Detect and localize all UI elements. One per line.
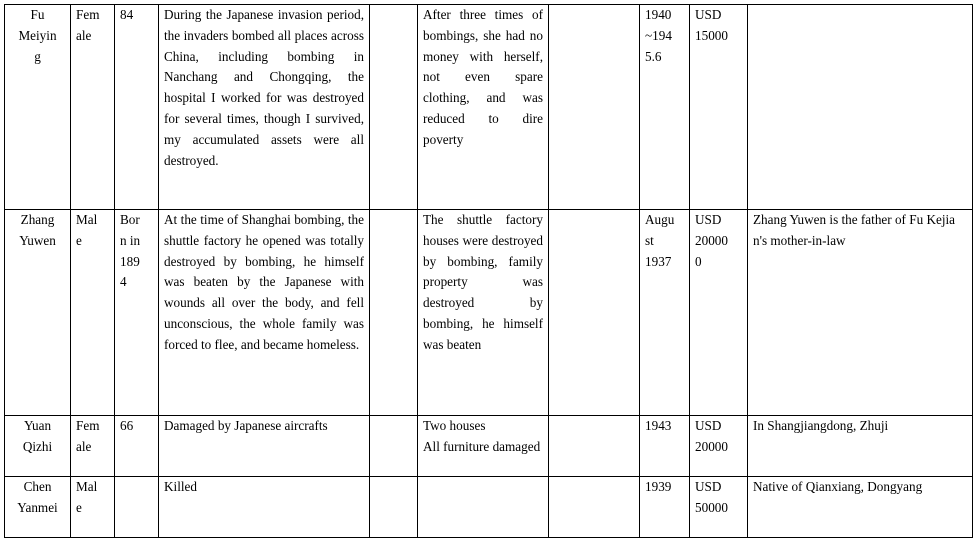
blank-cell <box>370 416 418 477</box>
loss-cell: The shuttle factory houses were destroyed by bombing, family property was destroyed by bombing, he himself was beaten <box>418 210 549 416</box>
blank-cell <box>549 5 640 210</box>
note-cell <box>748 5 973 210</box>
age-cell <box>115 477 159 538</box>
table-row <box>5 477 973 538</box>
gender-cell: Fem ale <box>71 416 115 477</box>
amount-cell: USD 50000 <box>690 477 748 538</box>
age-cell: 84 <box>115 5 159 210</box>
note-cell: Zhang Yuwen is the father of Fu Kejian's mother-in-law <box>748 210 973 416</box>
date-cell: 1943 <box>640 416 690 477</box>
description-cell: Damaged by Japanese aircrafts <box>159 416 370 477</box>
blank-cell <box>549 210 640 416</box>
amount-cell: USD 15000 <box>690 5 748 210</box>
date-cell: 1939 <box>640 477 690 538</box>
victim-loss-table <box>4 4 973 538</box>
amount-cell: USD 20000 0 <box>690 210 748 416</box>
table-row <box>5 5 973 210</box>
name-cell: Yuan Qizhi <box>5 416 71 477</box>
amount-cell: USD 20000 <box>690 416 748 477</box>
blank-cell <box>370 210 418 416</box>
name-cell: Zhang Yuwen <box>5 210 71 416</box>
note-cell: Native of Qianxiang, Dongyang <box>748 477 973 538</box>
date-cell: Augu st 1937 <box>640 210 690 416</box>
age-cell: 66 <box>115 416 159 477</box>
name-cell: Fu Meiyin g <box>5 5 71 210</box>
blank-cell <box>370 477 418 538</box>
blank-cell <box>370 5 418 210</box>
gender-cell: Fem ale <box>71 5 115 210</box>
description-cell: During the Japanese invasion period, the invaders bombed all places across China, including bombing in Nanchang and Chongqing, the hospital I worked for was destroyed for several times, though I survived, my accumulated assets were all destroyed. <box>159 5 370 210</box>
loss-cell <box>418 477 549 538</box>
gender-cell: Mal e <box>71 477 115 538</box>
age-cell: Bor n in 189 4 <box>115 210 159 416</box>
table-row <box>5 210 973 416</box>
name-cell: Chen Yanmei <box>5 477 71 538</box>
loss-cell: After three times of bombings, she had no money with herself, not even spare clothing, and was reduced to dire poverty <box>418 5 549 210</box>
table-row <box>5 416 973 477</box>
blank-cell <box>549 477 640 538</box>
gender-cell: Mal e <box>71 210 115 416</box>
description-cell: Killed <box>159 477 370 538</box>
description-cell: At the time of Shanghai bombing, the shuttle factory he opened was totally destroyed by bombing, he himself was beaten by the Japanese with wounds all over the body, and fell unconscious, the whole family was forced to flee, and became homeless. <box>159 210 370 416</box>
loss-cell: Two houses All furniture damaged <box>418 416 549 477</box>
blank-cell <box>549 416 640 477</box>
date-cell: 1940 ~194 5.6 <box>640 5 690 210</box>
note-cell: In Shangjiangdong, Zhuji <box>748 416 973 477</box>
